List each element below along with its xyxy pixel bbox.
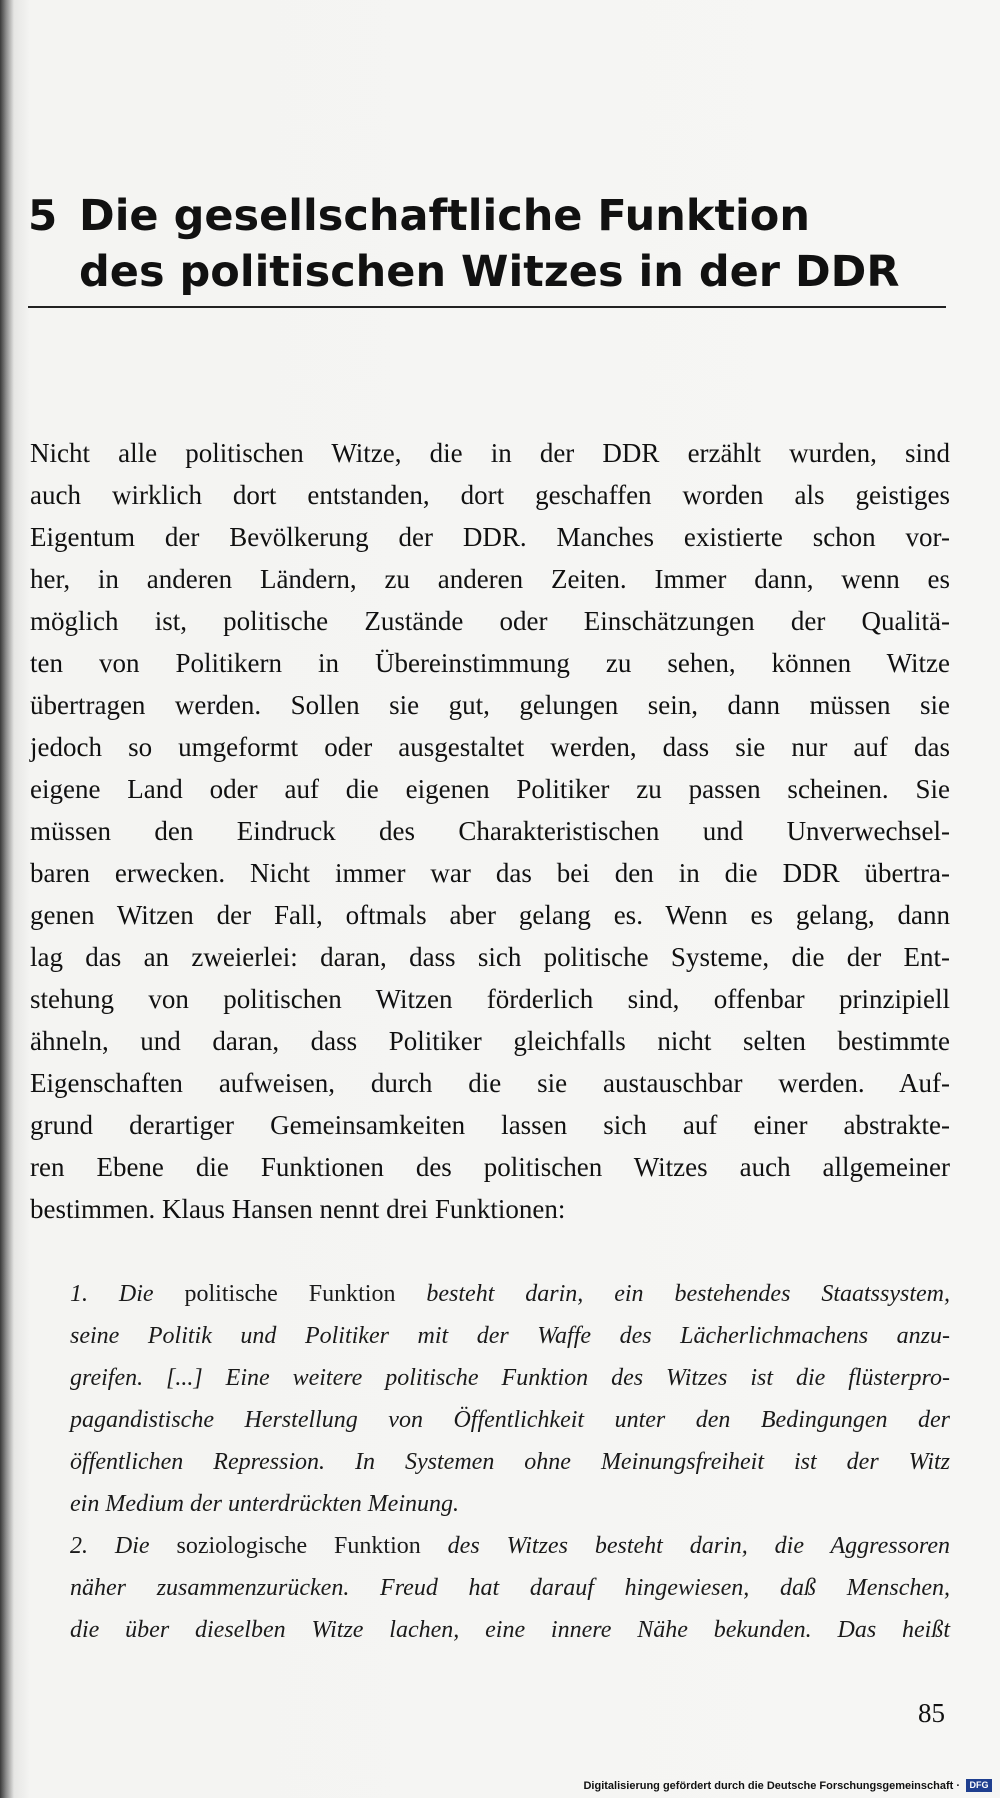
text-line: grund derartiger Gemeinsamkeiten lassen sich auf einer abstrakte- xyxy=(30,1110,950,1140)
block-quote xyxy=(70,1273,950,1651)
text-line: eigene Land oder auf die eigenen Politiker zu passen scheinen. Sie xyxy=(30,774,950,804)
text-line: Nicht alle politischen Witze, die in der DDR erzählt wurden, sind xyxy=(30,438,950,468)
chapter-title xyxy=(79,188,959,300)
quote-line: ein Medium der unterdrückten Meinung. xyxy=(70,1491,460,1517)
quote-line xyxy=(70,1525,950,1567)
text-line: her, in anderen Ländern, zu anderen Zeiten. Immer dann, wenn es xyxy=(30,564,950,594)
text-line: baren erwecken. Nicht immer war das bei den in die DDR übertra- xyxy=(30,858,950,888)
quote-line: pagandistische Herstellung von Öffentlichkeit unter den Bedingungen der xyxy=(70,1407,950,1433)
quote-line: seine Politik und Politiker mit der Waffe des Lächerlichmachens anzu- xyxy=(70,1323,950,1349)
page-number: 85 xyxy=(918,1698,945,1728)
quote-fragment: 2. Die xyxy=(70,1533,177,1559)
quote-line: die über dieselben Witze lachen, eine innere Nähe bekunden. Das heißt xyxy=(70,1617,950,1643)
quote-fragment: besteht darin, ein bestehendes Staatssystem, xyxy=(395,1281,951,1307)
text-line: stehung von politischen Witzen förderlich sind, offenbar prinzipiell xyxy=(30,984,950,1014)
quote-term: soziologische Funktion xyxy=(176,1533,421,1559)
quote-fragment: 1. Die xyxy=(70,1281,185,1307)
quote-line: greifen. [...] Eine weitere politische Funktion des Witzes ist die flüsterpro- xyxy=(70,1365,950,1391)
digitization-credit: Digitalisierung gefördert durch die Deutsche Forschungsgemeinschaft · xyxy=(583,1780,960,1792)
text-line: übertragen werden. Sollen sie gut, gelungen sein, dann müssen sie xyxy=(30,690,950,720)
quote-fragment: des Witzes besteht darin, die Aggressoren xyxy=(420,1533,951,1559)
chapter-title-line: Die gesellschaftliche Funktion xyxy=(79,191,810,241)
text-line: möglich ist, politische Zustände oder Einschätzungen der Qualitä- xyxy=(30,606,950,636)
text-line: ren Ebene die Funktionen des politischen Witzes auch allgemeiner xyxy=(30,1152,950,1182)
text-line: ähneln, und daran, dass Politiker gleichfalls nicht selten bestimmte xyxy=(30,1026,950,1056)
quote-line xyxy=(70,1273,950,1315)
body-paragraph xyxy=(30,432,950,1230)
text-line: müssen den Eindruck des Charakteristischen und Unverwechsel- xyxy=(30,816,950,846)
quote-line: näher zusammenzurücken. Freud hat darauf hingewiesen, daß Menschen, xyxy=(70,1575,950,1601)
dfg-logo-icon: DFG xyxy=(966,1779,992,1792)
text-line: jedoch so umgeformt oder ausgestaltet werden, dass sie nur auf das xyxy=(30,732,950,762)
quote-line: öffentlichen Repression. In Systemen ohne Meinungsfreiheit ist der Witz xyxy=(70,1449,950,1475)
chapter-title-line: des politischen Witzes in der DDR xyxy=(79,247,900,297)
title-underline xyxy=(28,306,946,308)
text-line: genen Witzen der Fall, oftmals aber gelang es. Wenn es gelang, dann xyxy=(30,900,950,930)
text-line: auch wirklich dort entstanden, dort geschaffen worden als geistiges xyxy=(30,480,950,510)
text-line: Eigentum der Bevölkerung der DDR. Manches existierte schon vor- xyxy=(30,522,950,552)
text-line: ten von Politikern in Übereinstimmung zu sehen, können Witze xyxy=(30,648,950,678)
quote-term: politische Funktion xyxy=(184,1281,396,1307)
text-line: Eigenschaften aufweisen, durch die sie austauschbar werden. Auf- xyxy=(30,1068,950,1098)
text-line: lag das an zweierlei: daran, dass sich politische Systeme, die der Ent- xyxy=(30,942,950,972)
chapter-number: 5 xyxy=(28,191,58,240)
text-line: bestimmen. Klaus Hansen nennt drei Funktionen: xyxy=(30,1194,566,1224)
